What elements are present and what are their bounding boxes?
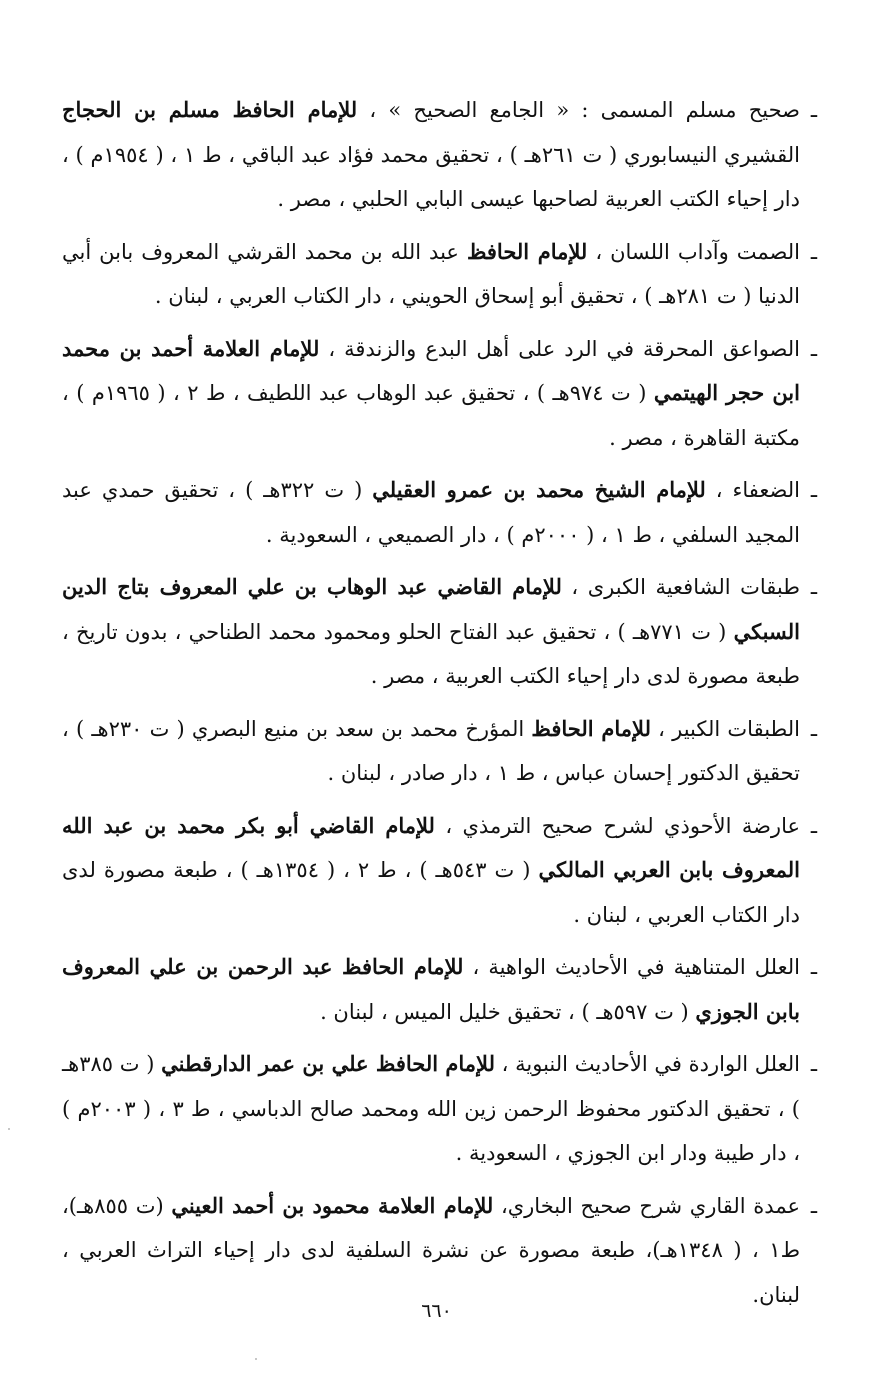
entry-author-bold: للإمام الحافظ عبد الرحمن بن علي المعروف بابن الجوزي <box>62 954 800 1024</box>
entry-author-bold: للإمام الحافظ مسلم بن الحجاج <box>62 97 358 122</box>
entry-details-text: ( ت ٥٩٧هـ ) ، تحقيق خليل الميس ، لبنان . <box>320 999 696 1024</box>
entry-details-text: ( ت ٩٧٤هـ ) ، تحقيق عبد الوهاب عبد اللطيف ، ط ٢ ، ( ١٩٦٥م ) ، مكتبة القاهرة ، مصر . <box>62 381 800 450</box>
entry-author-bold: للإمام العلامة محمود بن أحمد العيني <box>171 1192 494 1218</box>
entry-author-bold: للإمام القاضي عبد الوهاب بن علي المعروف بتاج الدين السبكي <box>62 574 800 644</box>
entry-author-bold: للإمام الحافظ <box>531 715 651 741</box>
entry-author-bold: للإمام الشيخ محمد بن عمرو العقيلي <box>372 477 706 502</box>
entry-text <box>62 955 800 1024</box>
scan-speck <box>255 1358 257 1360</box>
entry-dash: ـ <box>810 955 818 979</box>
entry-author-bold: للإمام العلامة أحمد بن محمد ابن حجر الهيتمي <box>62 335 800 405</box>
entry-text <box>62 478 800 547</box>
entry-dash: ـ <box>810 336 818 361</box>
bibliography-entry <box>62 1184 822 1318</box>
entry-author-bold: للإمام الحافظ علي بن عمر الدارقطني <box>161 1051 495 1076</box>
entry-text <box>62 814 800 927</box>
entry-details-text: ( ت ٣٨٥هـ ) ، تحقيق الدكتور محفوظ الرحمن زين الله ومحمد صالح الدباسي ، ط ٣ ، ( ٢٠٠٣م ) ، دار طيبة ودار ابن الجوزي ، السعودية . <box>62 1052 800 1165</box>
entry-text <box>62 717 800 786</box>
entry-text <box>62 240 800 309</box>
bibliography-entry <box>62 230 822 319</box>
scan-speck <box>8 1128 10 1130</box>
entry-dash: ـ <box>810 1193 818 1218</box>
entry-dash: ـ <box>810 1052 818 1076</box>
page-number: ٦٦٠ <box>421 1300 452 1322</box>
entry-text <box>62 575 800 688</box>
entry-title-text: صحيح مسلم المسمى : « الجامع الصحيح » ، <box>357 98 800 122</box>
entry-details-text: عبد الله بن محمد القرشي المعروف بابن أبي الدنيا ( ت ٢٨١هـ ) ، تحقيق أبو إسحاق الحويني ، دار الكتاب العربي ، لبنان . <box>62 239 800 308</box>
entry-dash: ـ <box>810 716 818 741</box>
entry-details-text: ( ت ٧٧١هـ ) ، تحقيق عبد الفتاح الحلو ومحمود محمد الطناحي ، بدون تاريخ ، طبعة مصورة لدى دار إحياء الكتب العربية ، مصر . <box>62 619 800 688</box>
entry-title-text: العلل الواردة في الأحاديث النبوية ، <box>494 1052 800 1076</box>
entry-text <box>62 1052 800 1165</box>
bibliography-list <box>62 88 822 1325</box>
entry-dash: ـ <box>810 478 818 502</box>
entry-dash: ـ <box>810 575 818 599</box>
bibliography-entry <box>62 1042 822 1176</box>
bibliography-entry <box>62 565 822 699</box>
entry-title-text: طبقات الشافعية الكبرى ، <box>561 575 800 599</box>
entry-author-bold: للإمام الحافظ <box>466 238 588 264</box>
entry-text <box>62 98 800 211</box>
entry-dash: ـ <box>810 98 818 122</box>
entry-title-text: الضعفاء ، <box>705 478 801 502</box>
entry-details-text: ( ت ٣٢٢هـ ) ، تحقيق حمدي عبد المجيد السلفي ، ط ١ ، ( ٢٠٠٠م ) ، دار الصميعي ، السعودية . <box>62 478 800 547</box>
entry-title-text: عمدة القاري شرح صحيح البخاري، <box>493 1193 800 1218</box>
entry-dash: ـ <box>810 239 818 264</box>
entry-dash: ـ <box>810 813 818 838</box>
entry-text <box>62 337 800 450</box>
bibliography-entry <box>62 468 822 557</box>
entry-details-text: (ت ٨٥٥هـ)، ط١ ، ( ١٣٤٨هـ)، طبعة مصورة عن نشرة السلفية لدى دار إحياء التراث العربي ، لبنان. <box>62 1193 800 1307</box>
entry-details-text: المؤرخ محمد بن سعد بن منيع البصري ( ت ٢٣٠هـ ) ، تحقيق الدكتور إحسان عباس ، ط ١ ، دار صادر ، لبنان . <box>62 716 800 785</box>
entry-title-text: العلل المتناهية في الأحاديث الواهية ، <box>463 955 800 979</box>
entry-title-text: الصمت وآداب اللسان ، <box>587 239 800 264</box>
entry-details-text: ( ت ٥٤٣هـ ) ، ط ٢ ، ( ١٣٥٤هـ ) ، طبعة مصورة لدى دار الكتاب العربي ، لبنان . <box>62 858 800 927</box>
entry-text <box>62 1194 800 1307</box>
entry-title-text: الصواعق المحرقة في الرد على أهل البدع والزندقة ، <box>319 336 800 361</box>
entry-details-text: القشيري النيسابوري ( ت ٢٦١هـ ) ، تحقيق محمد فؤاد عبد الباقي ، ط ١ ، ( ١٩٥٤م ) ، دار إحياء الكتب العربية لصاحبها عيسى البابي الحلبي ، مصر . <box>62 142 801 211</box>
entry-title-text: عارضة الأحوذي لشرح صحيح الترمذي ، <box>434 813 800 838</box>
bibliography-entry <box>62 945 822 1034</box>
bibliography-entry <box>62 327 822 461</box>
entry-title-text: الطبقات الكبير ، <box>650 716 800 741</box>
bibliography-entry <box>62 804 822 938</box>
bibliography-entry <box>62 707 822 796</box>
bibliography-entry <box>62 88 822 222</box>
entry-author-bold: للإمام القاضي أبو بكر محمد بن عبد الله المعروف بابن العربي المالكي <box>62 812 800 882</box>
